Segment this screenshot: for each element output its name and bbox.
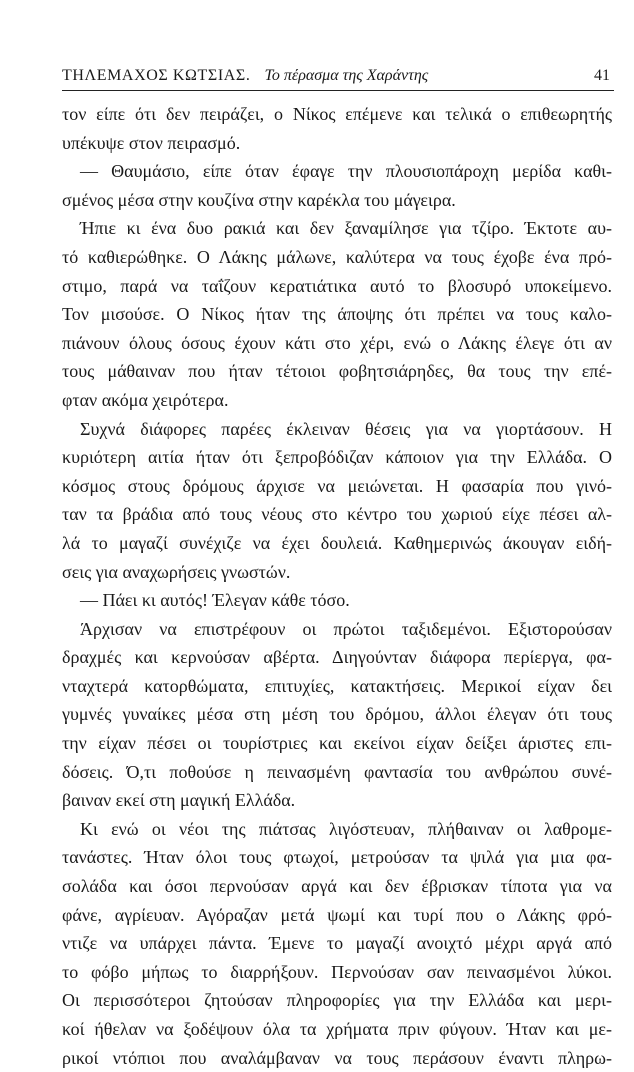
- text-line: την είχαν πέσει οι τουρίστριες και εκείνοι είχαν δείξει άριστες επι-: [62, 733, 612, 754]
- text-line: Οι περισσότεροι ζητούσαν πληροφορίες για την Ελλάδα και μερι-: [62, 990, 612, 1011]
- text-line: κόσμος στους δρόμους άρχισε να μειώνεται. Η φασαρία που γινό-: [62, 475, 612, 496]
- text-line: λά το μαγαζί συνέχιζε να έχει δουλειά. Καθημερινώς άκουγαν ειδή-: [62, 532, 612, 553]
- text-line: υπέκυψε στον πειρασμό.: [62, 132, 241, 153]
- text-line: τό καθιερώθηκε. Ο Λάκης μάλωνε, καλύτερα να τους έχοβε ένα πρό-: [62, 246, 612, 267]
- text-line: το φόβο μήπως το διαρρήξουν. Περνούσαν σαν πεινασμένοι λύκοι.: [62, 961, 612, 982]
- text-line: τανάστες. Ήταν όλοι τους φτωχοί, μετρούσαν τα ψιλά για μια φα-: [62, 847, 612, 868]
- text-line: σμένος μέσα στην κουζίνα στην καρέκλα του μάγειρα.: [62, 189, 456, 210]
- running-head-author: ΤΗΛΕΜΑΧΟΣ ΚΩΤΣΙΑΣ.: [62, 67, 251, 84]
- text-line: ντιζε να υπάρχει πάντα. Έμενε το μαγαζί ανοιχτό μέχρι αργά από: [62, 933, 612, 954]
- text-line: πιάνουν όλους όσους έχουν κάτι στο χέρι, ενώ ο Λάκης έλεγε ότι αν: [62, 332, 612, 353]
- text-line: Κι ενώ οι νέοι της πιάτσας λιγόστευαν, πλήθαιναν οι λαθρομε-: [80, 818, 612, 839]
- text-line: κυριότερη αιτία ήταν ότι ξεπροβόδιζαν κάποιον για την Ελλάδα. Ο: [62, 447, 612, 468]
- text-line: σεις για αναχωρήσεις γνωστών.: [62, 561, 291, 582]
- text-line: κοί ήθελαν να ξοδέψουν όλα τα χρήματα πριν φύγουν. Ήταν και με-: [62, 1019, 612, 1039]
- text-line: ρικοί ντόπιοι που αναλάμβαναν να τους περάσουν έναντι πληρω-: [62, 1047, 612, 1068]
- text-line: τον είπε ότι δεν πειράζει, ο Νίκος επέμενε και τελικά ο επιθεωρητής: [62, 104, 612, 124]
- running-head-title: Το πέρασμα της Χαράντης: [264, 67, 429, 84]
- running-head: [62, 66, 614, 91]
- text-line: Τον μισούσε. Ο Νίκος ήταν της άποψης ότι πρέπει να τους καλο-: [62, 304, 612, 325]
- text-line: βαιναν εκεί στη μαγική Ελλάδα.: [62, 790, 296, 811]
- text-line: Ήπιε κι ένα δυο ρακιά και δεν ξαναμίλησε για τζίρο. Έκτοτε αυ-: [80, 218, 612, 239]
- text-line: τους μάθαιναν που ήταν τέτοιοι φοβητσιάρηδες, θα τους την επέ-: [62, 361, 612, 382]
- text-line: σολάδα και όσοι περνούσαν αργά και δεν έβρισκαν τίποτα για να: [62, 876, 612, 897]
- text-line: φάνε, αγρίευαν. Αγόραζαν μετά ψωμί και τυρί που ο Λάκης φρό-: [62, 904, 612, 925]
- body-text: [62, 100, 612, 1072]
- text-line: δραχμές και κερνούσαν αβέρτα. Διηγούνταν διάφορα περίεργα, φα-: [62, 647, 612, 668]
- text-line: ταν τα βράδια από τους νέους στο κέντρο του χωριού είχε πέσει αλ-: [62, 504, 612, 525]
- text-line: γυμνές γυναίκες μέσα στη μέση του δρόμου, άλλοι έλεγαν ότι τους: [62, 704, 612, 725]
- text-line: δόσεις. Ό,τι ποθούσε η πεινασμένη φαντασία του ανθρώπου συνέ-: [62, 761, 612, 782]
- text-line: — Πάει κι αυτός! Έλεγαν κάθε τόσο.: [80, 590, 350, 611]
- text-line: — Θαυμάσιο, είπε όταν έφαγε την πλουσιοπάροχη μερίδα καθι-: [80, 161, 612, 182]
- text-line: Συχνά διάφορες παρέες έκλειναν θέσεις για να γιορτάσουν. Η: [80, 418, 612, 439]
- text-line: στιμο, παρά να ταΐζουν κερατιάτικα αυτό το βλοσυρό υποκείμενο.: [62, 275, 612, 296]
- text-line: νταχτερά κατορθώματα, επιτυχίες, κατακτήσεις. Μερικοί είχαν δει: [62, 675, 612, 696]
- page-number: 41: [594, 67, 610, 84]
- text-line: Άρχισαν να επιστρέφουν οι πρώτοι ταξιδεμένοι. Εξιστορούσαν: [80, 618, 612, 639]
- text-line: φταν ακόμα χειρότερα.: [62, 389, 229, 410]
